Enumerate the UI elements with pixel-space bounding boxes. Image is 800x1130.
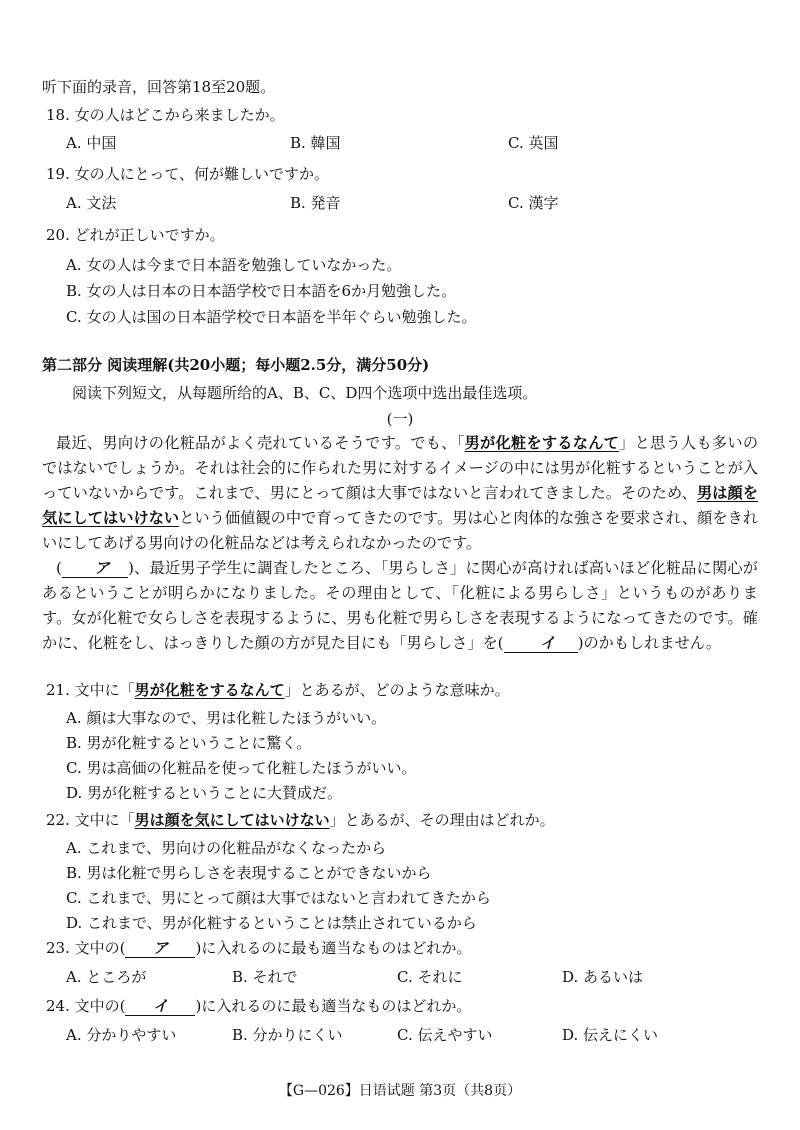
listening-instruction: 听下面的录音，回答第18至20题。 (42, 78, 276, 96)
stem-text: 21. 文中に「 (46, 681, 135, 699)
q18-option-b: B. 韓国 (290, 134, 341, 152)
q24-option-a: A. 分かりやすい (66, 1026, 177, 1044)
page-footer: 【G—026】日语试题 第3页（共8页） (278, 1083, 522, 1099)
q19-option-c: C. 漢字 (508, 194, 559, 212)
passage-number: (一) (386, 410, 414, 428)
reading-section-header: 第二部分 阅读理解(共20小题；每小题2.5分，满分50分) (42, 356, 430, 374)
q23-option-d: D. あるいは (562, 968, 644, 986)
blank-i: イ (125, 997, 195, 1016)
stem-text: 23. 文中の( (46, 939, 126, 957)
q18-option-c: C. 英国 (508, 134, 559, 152)
stem-text: )に入れるのに最も適当なものはどれか。 (195, 997, 472, 1015)
passage-text: 最近、男向けの化粧品がよく売れているそうです。でも、「 (56, 434, 465, 452)
stem-text: 22. 文中に「 (46, 811, 135, 829)
stem-text: 24. 文中の( (46, 997, 126, 1015)
q18-option-a: A. 中国 (66, 134, 117, 152)
q22-option-d: D. これまで、男が化粧するということは禁止されているから (66, 914, 477, 932)
stem-text: )に入れるのに最も適当なものはどれか。 (195, 939, 472, 957)
q22-option-b: B. 男は化粧で男らしさを表現することができないから (66, 864, 432, 882)
q21-option-b: B. 男が化粧するということに驚く。 (66, 734, 312, 752)
q21-option-d: D. 男が化粧するということに大賛成だ。 (66, 784, 343, 802)
q19-option-a: A. 文法 (66, 194, 117, 212)
q24-option-d: D. 伝えにくい (562, 1026, 659, 1044)
blank-a: ア (62, 559, 128, 578)
reading-instruction: 阅读下列短文，从每题所给的A、B、C、D四个选项中选出最佳选项。 (72, 384, 538, 402)
underlined-phrase-2: 男は顔を気にしてはいけない (42, 484, 758, 527)
q23-option-b: B. それで (232, 968, 298, 986)
stem-text: 」とあるが、どのような意味か。 (284, 681, 510, 699)
q20-option-a: A. 女の人は今まで日本語を勉強していなかった。 (66, 256, 402, 274)
question-19-stem: 19. 女の人にとって、何が難しいですか。 (46, 165, 330, 183)
q20-option-b: B. 女の人は日本の日本語学校で日本語を6か月勉強した。 (66, 282, 457, 300)
passage-text: 」と思う人も多いのではないでしょうか。それは社会的に作られた男に対するイメージの中には男が化粧するということが入っていないからです。これまで、男にとって顔は大事ではないと言われてきました。そのため、 (42, 434, 759, 502)
q20-option-c: C. 女の人は国の日本語学校で日本語を半年ぐらい勉強した。 (66, 308, 477, 326)
passage-text: )のかもしれません。 (577, 634, 722, 652)
stem-underlined: 男が化粧をするなんて (134, 681, 285, 699)
question-18-stem: 18. 女の人はどこから来ましたか。 (46, 106, 285, 124)
q24-option-b: B. 分かりにくい (232, 1026, 343, 1044)
q23-option-a: A. ところが (66, 968, 147, 986)
stem-underlined: 男は顔を気にしてはいけない (134, 811, 330, 829)
q19-option-b: B. 発音 (290, 194, 341, 212)
question-24-stem (46, 995, 471, 1017)
question-22-stem (46, 809, 555, 831)
blank-a: ア (125, 939, 195, 958)
paren-open: ( (56, 559, 62, 577)
paren-open: ( (497, 634, 504, 652)
question-23-stem (46, 937, 471, 959)
passage-text: という価値観の中で育ってきたのです。男は心と肉体的な強さを要求され、顔をきれいにしてあげる男向けの化粧品などは考えられなかったのです。 (42, 509, 759, 552)
q22-option-c: C. これまで、男にとって顔は大事ではないと言われてきたから (66, 889, 491, 907)
stem-text: 」とあるが、その理由はどれか。 (329, 811, 555, 829)
reading-passage (42, 431, 758, 656)
q21-option-c: C. 男は高価の化粧品を使って化粧したほうがいい。 (66, 759, 417, 777)
question-21-stem (46, 679, 510, 701)
q23-option-c: C. それに (397, 968, 463, 986)
q21-option-a: A. 顔は大事なので、男は化粧したほうがいい。 (66, 709, 387, 727)
blank-i: イ (504, 634, 578, 653)
question-20-stem: 20. どれが正しいですか。 (46, 226, 225, 244)
passage-paragraph-1 (42, 431, 758, 556)
underlined-phrase-1: 男が化粧をするなんて (464, 434, 620, 452)
passage-paragraph-2 (42, 556, 758, 656)
passage-text: )、最近男子学生に調査したところ、「男らしさ」に関心が高ければ高いほど化粧品に関心があるということが明らかになりました。その理由として、「化粧による男らしさ」というものがあります。女が化粧で女らしさを表現するように、男も化粧で男らしさを表現するようになってきたのです。確かに、化粧をし、はっきりした顔の方が見た目にも「男らしさ」を (42, 559, 758, 652)
q24-option-c: C. 伝えやすい (397, 1026, 493, 1044)
q22-option-a: A. これまで、男向けの化粧品がなくなったから (66, 839, 387, 857)
